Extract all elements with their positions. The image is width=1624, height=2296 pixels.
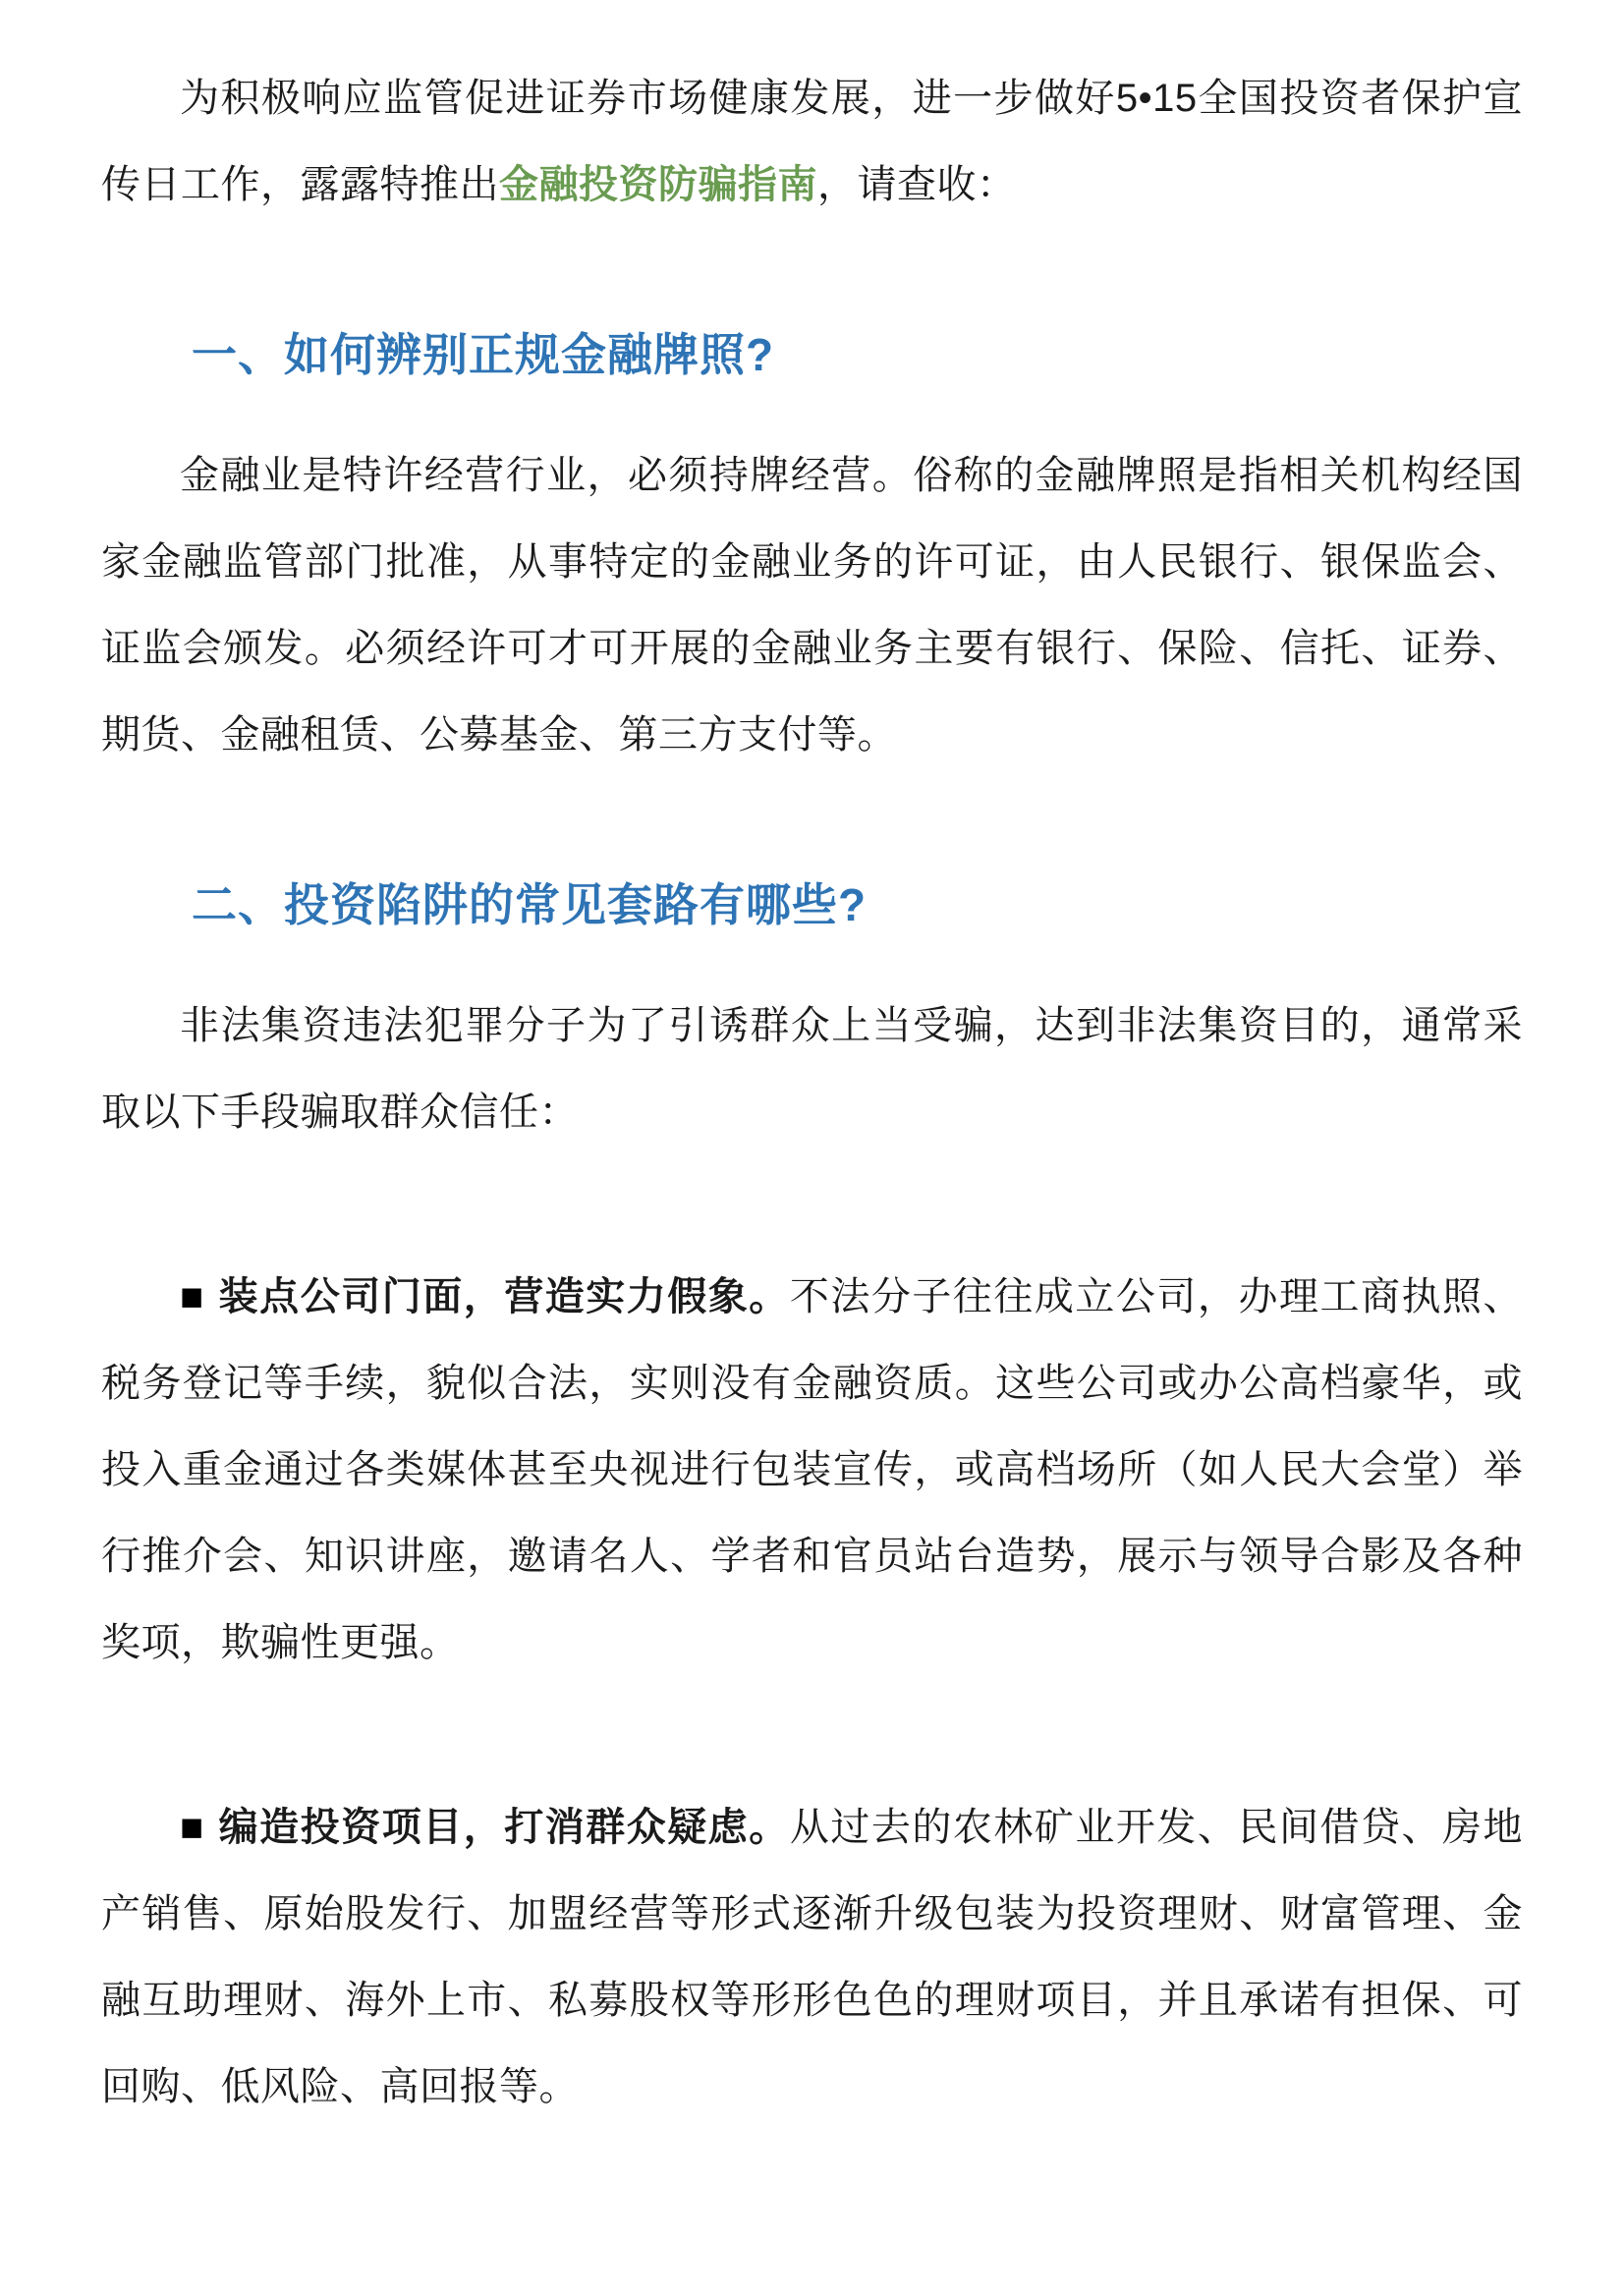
tactic-2-description: 从过去的农林矿业开发、民间借贷、房地产销售、原始股发行、加盟经营等形式逐渐升级包装为投资理财、财富管理、金融互助理财、海外上市、私募股权等形形色色的理财项目，并且承诺有担保、可回购、低风险、高回报等。 <box>101 1805 1524 2108</box>
square-bullet-icon: ■ <box>180 1805 205 1849</box>
section-2-lead-paragraph: 非法集资违法犯罪分子为了引诱群众上当受骗，达到非法集资目的，通常采取以下手段骗取群众信任： <box>101 1003 1523 1134</box>
intro-text-after-highlight: ，请查收： <box>817 163 1017 206</box>
section-1-heading: 一、如何辨别正规金融牌照? <box>192 329 775 380</box>
fraud-tactic-paragraph-1 <box>101 1254 1523 1686</box>
intro-text-before-highlight: 为积极响应监管促进证券市场健康发展，进一步做好5•15全国投资者保护宣传日工作，露露特推出 <box>101 77 1523 206</box>
square-bullet-icon: ■ <box>180 1274 205 1318</box>
tactic-1-title: 装点公司门面，营造实力假象。 <box>218 1274 790 1318</box>
tactic-2-title: 编造投资项目，打消群众疑虑。 <box>218 1805 790 1849</box>
guide-title-highlight: 金融投资防骗指南 <box>499 163 817 206</box>
fraud-tactic-paragraph-2 <box>101 1784 1523 2130</box>
intro-paragraph <box>101 55 1523 228</box>
section-1-paragraph: 金融业是特许经营行业，必须持牌经营。俗称的金融牌照是指相关机构经国家金融监管部门批准，从事特定的金融业务的许可证，由人民银行、银保监会、证监会颁发。必须经许可才可开展的金融业务主要有银行、保险、信托、证券、期货、金融租赁、公募基金、第三方支付等。 <box>101 453 1523 756</box>
section-2-heading: 二、投资陷阱的常见套路有哪些? <box>192 878 868 930</box>
tactic-1-description: 不法分子往往成立公司，办理工商执照、税务登记等手续，貌似合法，实则没有金融资质。这些公司或办公高档豪华，或投入重金通过各类媒体甚至央视进行包装宣传，或高档场所（如人民大会堂）举行推介会、知识讲座，邀请名人、学者和官员站台造势，展示与领导合影及各种奖项，欺骗性更强。 <box>101 1274 1524 1664</box>
